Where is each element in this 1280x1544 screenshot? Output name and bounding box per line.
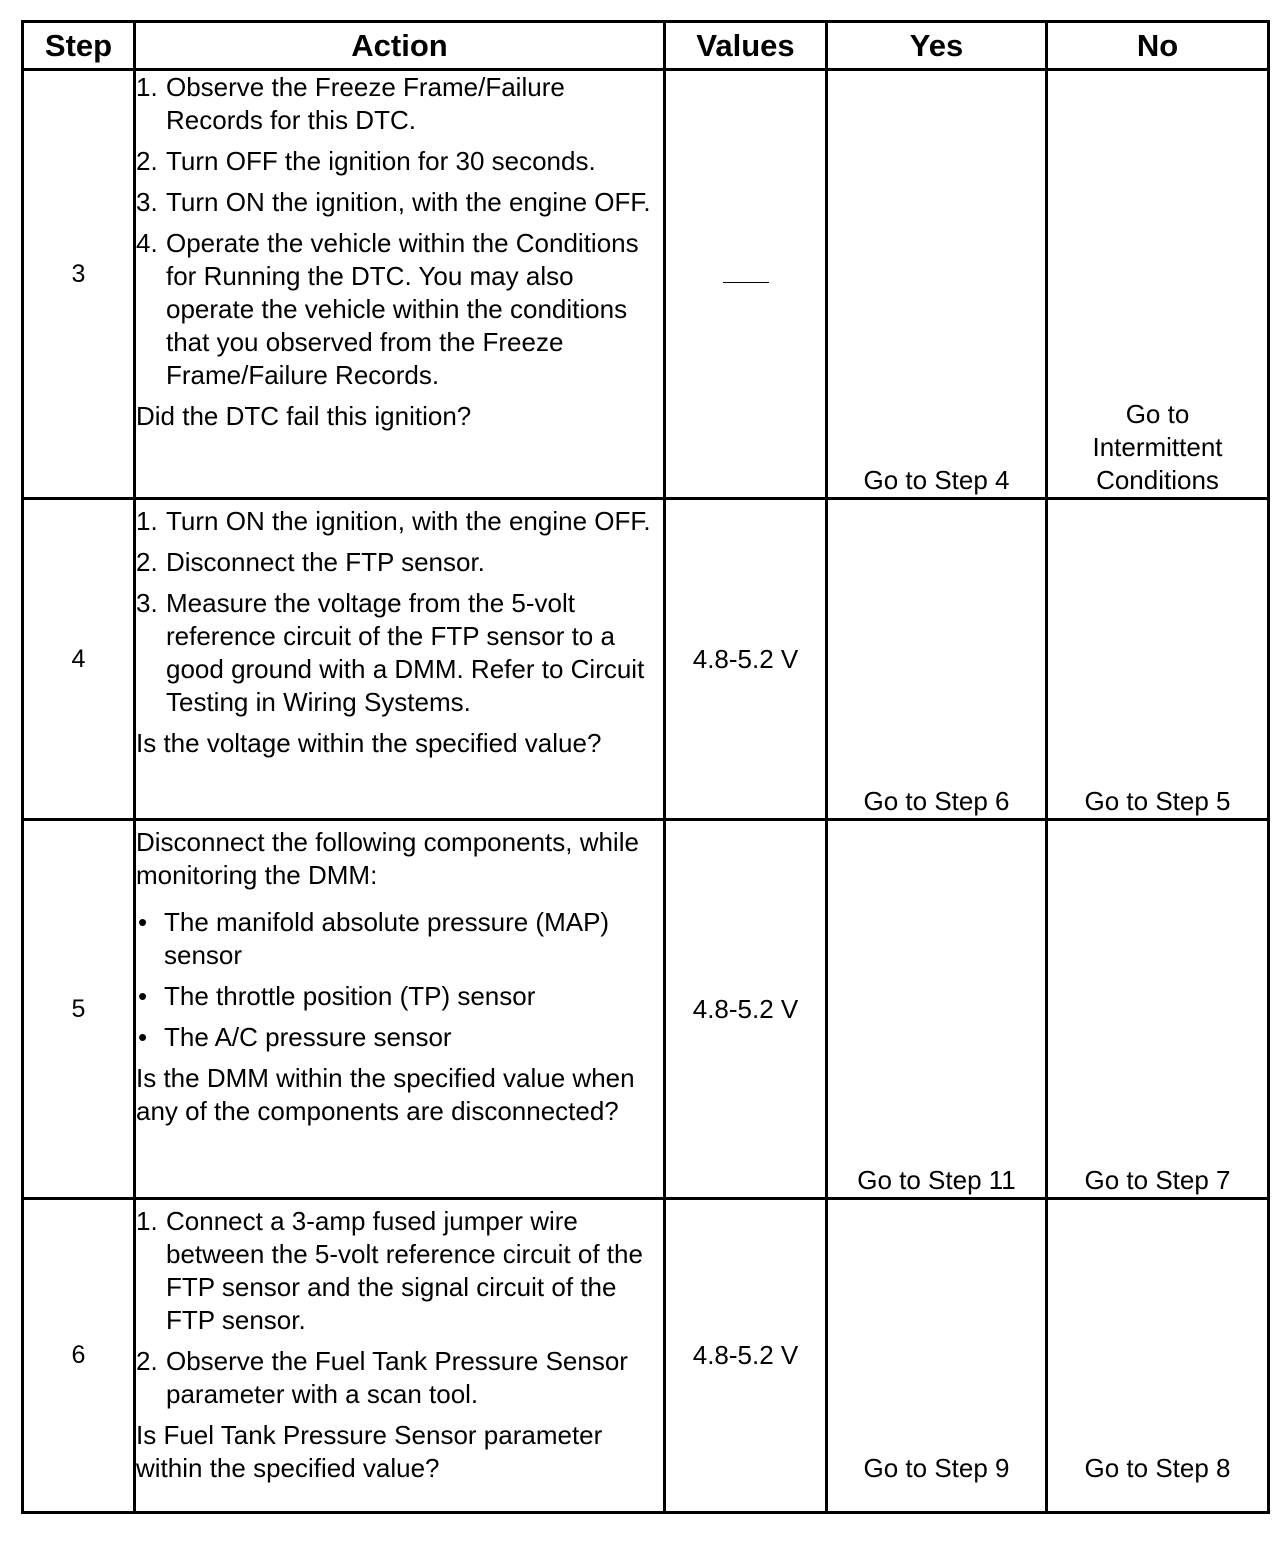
action-item: 4. Operate the vehicle within the Conditions for Running the DTC. You may also operate the vehicle within the conditions that you observed from the Freeze Frame/Failure Records. — [136, 228, 639, 390]
header-yes: Yes — [827, 22, 1047, 70]
step-number: 3 — [23, 70, 135, 499]
action-cell — [135, 820, 665, 1199]
action-list — [136, 71, 663, 392]
component-list — [136, 906, 663, 1054]
yes-cell: Go to Step 9 — [827, 1199, 1047, 1513]
action-item: 2. Turn OFF the ignition for 30 seconds. — [136, 146, 596, 176]
action-item: 1. Observe the Freeze Frame/Failure Records for this DTC. — [136, 72, 565, 135]
action-cell — [135, 1199, 665, 1513]
action-list — [136, 505, 663, 719]
yes-cell: Go to Step 6 — [827, 499, 1047, 820]
action-cell — [135, 70, 665, 499]
action-item: 1. Connect a 3-amp fused jumper wire between the 5-volt reference circuit of the FTP sensor and the signal circuit of the FTP sensor. — [136, 1206, 643, 1335]
action-item: 3. Turn ON the ignition, with the engine OFF. — [136, 187, 651, 217]
no-cell: Go to Step 8 — [1047, 1199, 1269, 1513]
list-item: • The throttle position (TP) sensor — [138, 981, 536, 1011]
values-cell: 4.8-5.2 V — [665, 499, 827, 820]
values-cell: 4.8-5.2 V — [665, 1199, 827, 1513]
table-row — [23, 820, 1269, 1199]
step-number: 4 — [23, 499, 135, 820]
yes-cell: Go to Step 11 — [827, 820, 1047, 1199]
table-row — [23, 70, 1269, 499]
values-cell: 4.8-5.2 V — [665, 820, 827, 1199]
action-question: Is the DMM within the specified value when any of the components are disconnected? — [136, 1063, 635, 1126]
step-number: 6 — [23, 1199, 135, 1513]
list-item: • The A/C pressure sensor — [138, 1022, 452, 1052]
action-item: 1. Turn ON the ignition, with the engine OFF. — [136, 506, 651, 536]
action-list — [136, 1205, 663, 1411]
action-intro: Disconnect the following components, while monitoring the DMM: — [136, 827, 639, 890]
step-number: 5 — [23, 820, 135, 1199]
table-row — [23, 1199, 1269, 1513]
list-item: • The manifold absolute pressure (MAP) sensor — [138, 907, 610, 970]
header-action: Action — [135, 22, 665, 70]
header-row — [23, 22, 1269, 70]
no-cell: Go to Step 5 — [1047, 499, 1269, 820]
header-no: No — [1047, 22, 1269, 70]
action-cell — [135, 499, 665, 820]
action-question: Is the voltage within the specified value? — [136, 728, 602, 758]
action-item: 2. Observe the Fuel Tank Pressure Sensor parameter with a scan tool. — [136, 1346, 628, 1409]
values-cell — [665, 70, 827, 499]
no-cell: Go to Step 7 — [1047, 820, 1269, 1199]
table-row — [23, 499, 1269, 820]
no-cell: Go to Intermittent Conditions — [1047, 70, 1269, 499]
diagnostic-steps-table — [21, 20, 1270, 1514]
header-values: Values — [665, 22, 827, 70]
action-item: 2. Disconnect the FTP sensor. — [136, 547, 485, 577]
action-item: 3. Measure the voltage from the 5-volt reference circuit of the FTP sensor to a good ground with a DMM. Refer to Circuit Testing in Wiring Systems. — [136, 588, 645, 717]
action-question: Is Fuel Tank Pressure Sensor parameter within the specified value? — [136, 1420, 603, 1483]
action-question: Did the DTC fail this ignition? — [136, 401, 472, 431]
no-value-dash — [723, 282, 769, 283]
yes-cell: Go to Step 4 — [827, 70, 1047, 499]
header-step: Step — [23, 22, 135, 70]
